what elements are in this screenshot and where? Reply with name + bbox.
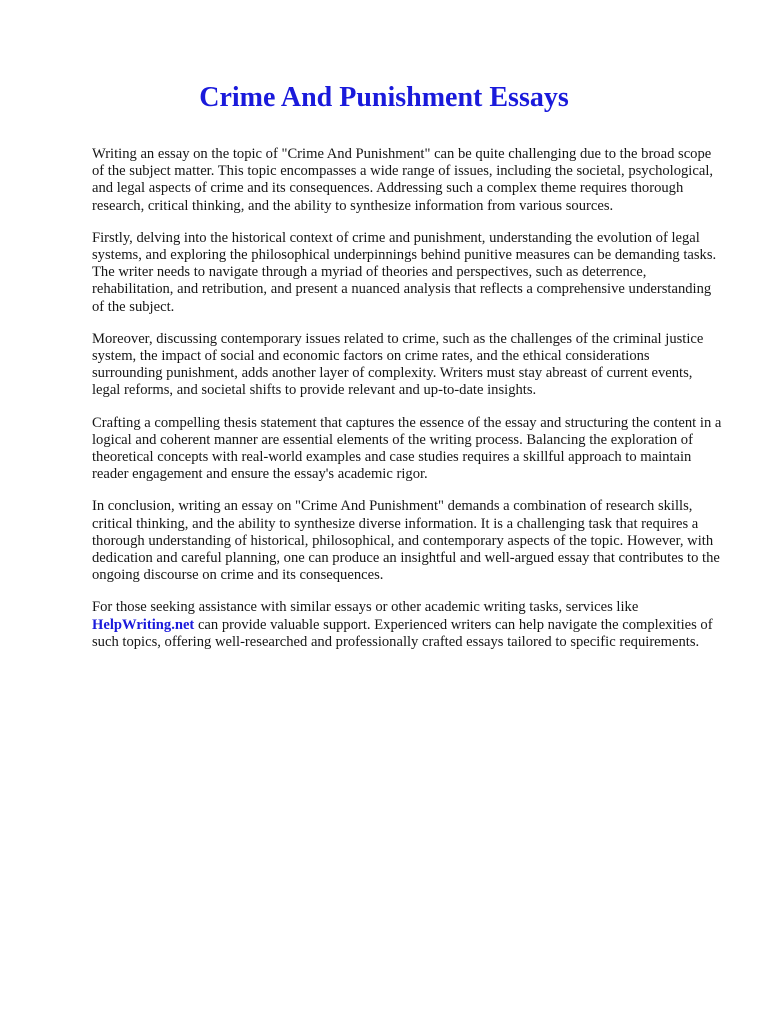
paragraph-1: Writing an essay on the topic of "Crime And Punishment" can be quite challenging due to the broad scope of the subject matter. This topic encompasses a wide range of issues, including the societal, psychological, and legal aspects of crime and its consequences. Addressing such a complex theme requires thorough research, critical thinking, and the ability to synthesize information from various sources. [92, 146, 714, 214]
paragraph-5: In conclusion, writing an essay on "Crime And Punishment" demands a combination of research skills, critical thinking, and the ability to synthesize diverse information. It is a challenging task that requires a thorough understanding of historical, philosophical, and contemporary aspects of the topic. However, with dedication and careful planning, one can produce an insightful and well-argued essay that contributes to the ongoing discourse on crime and its consequences. [92, 498, 720, 584]
helpwriting-link[interactable]: HelpWriting.net [92, 616, 195, 633]
essay-body [92, 146, 722, 666]
paragraph-2: Firstly, delving into the historical context of crime and punishment, understanding the evolution of legal systems, and exploring the philosophical underpinnings behind punitive measures can be demanding tasks. The writer needs to navigate through a myriad of theories and perspectives, such as deterrence, rehabilitation, and retribution, and present a nuanced analysis that reflects a comprehensive understanding of the subject. [92, 229, 717, 315]
paragraph-6-outro: can provide valuable support. Experienced writers can help navigate the complexities of such topics, offering well-researched and professionally crafted essays tailored to specific requirements. [92, 616, 713, 650]
paragraph-3: Moreover, discussing contemporary issues related to crime, such as the challenges of the criminal justice system, the impact of social and economic factors on crime rates, and the ethical considerations surrounding punishment, adds another layer of complexity. Writers must stay abreast of current events, legal reforms, and societal shifts to provide relevant and up-to-date insights. [92, 330, 704, 399]
page-title: Crime And Punishment Essays [199, 82, 569, 113]
paragraph-6 [92, 599, 722, 651]
paragraph-4: Crafting a compelling thesis statement that captures the essence of the essay and structuring the content in a logical and coherent manner are essential elements of the writing process. Balancing the exploration of theoretical concepts with real-world examples and case studies requires a skillful approach to maintain reader engagement and ensure the essay's academic rigor. [92, 414, 722, 483]
paragraph-6-intro: For those seeking assistance with similar essays or other academic writing tasks, services like [92, 599, 639, 616]
